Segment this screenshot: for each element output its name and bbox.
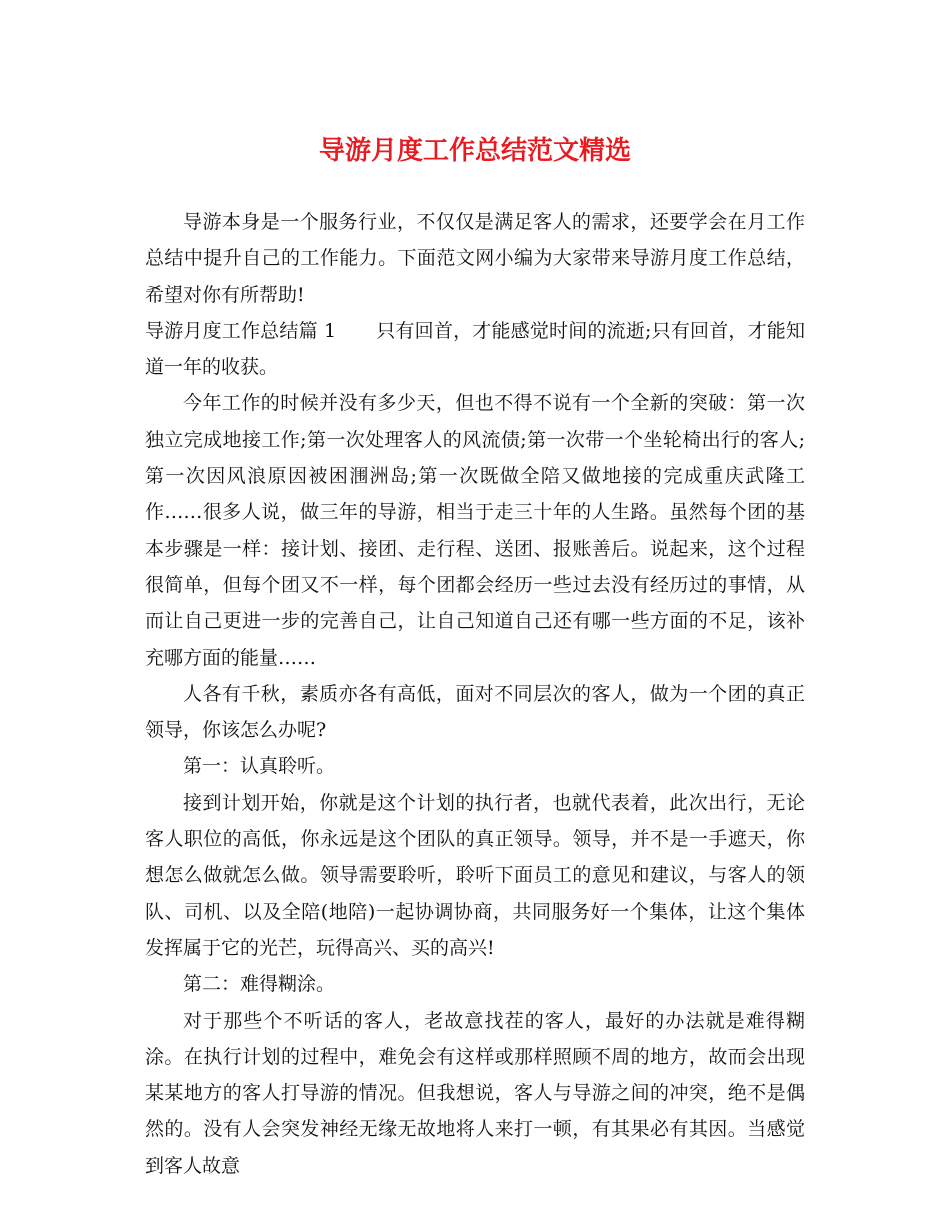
point-two-heading: 第二：难得糊涂。 xyxy=(183,973,336,996)
paragraph-tolerance: 对于那些个不听话的客人，老故意找茬的客人，最好的办法就是难得糊涂。在执行计划的过程中，难免会有这样或那样照顾不周的地方，故而会出现某某地方的客人打导游的情况。但我想说，客人与导游之间的冲突，绝不是偶然的。没有人会突发神经无缘无故地将人来打一顿，有其果必有其因。当感觉到客人故意 xyxy=(145,1009,805,1177)
point-one-heading: 第一：认真聆听。 xyxy=(183,755,336,778)
paragraph-listen: 接到计划开始，你就是这个计划的执行者，也就代表着，此次出行，无论客人职位的高低，你永远是这个团队的真正领导。领导，并不是一手遮天，你想怎么做就怎么做。领导需要聆听，聆听下面员工的意见和建议，与客人的领队、司机、以及全陪(地陪)一起协调协商，共同服务好一个集体，让这个集体发挥属于它的光芒，玩得高兴、买的高兴! xyxy=(145,791,805,959)
paragraph-question: 人各有千秋，素质亦各有高低，面对不同层次的客人，做为一个团的真正领导，你该怎么办呢? xyxy=(145,682,805,742)
paragraph-section-1 xyxy=(145,313,805,386)
paragraph-breakthrough: 今年工作的时候并没有多少天，但也不得不说有一个全新的突破：第一次独立完成地接工作;第一次处理客人的风流债;第一次带一个坐轮椅出行的客人;第一次因风浪原因被困涠洲岛;第一次既做全陪又做地接的完成重庆武隆工作……很多人说，做三年的导游，相当于走三十年的人生路。虽然每个团的基本步骤是一样：接计划、接团、走行程、送团、报账善后。说起来，这个过程很简单，但每个团又不一样，每个团都会经历一些过去没有经历过的事情，从而让自己更进一步的完善自己，让自己知道自己还有哪一些方面的不足，该补充哪方面的能量…… xyxy=(145,392,805,669)
section-heading: 导游月度工作总结篇 1 xyxy=(145,319,337,342)
paragraph-intro: 导游本身是一个服务行业，不仅仅是满足客人的需求，还要学会在月工作总结中提升自己的工作能力。下面范文网小编为大家带来导游月度工作总结，希望对你有所帮助! xyxy=(145,211,805,306)
section-lead-text: 只有回首，才能感觉时间的流逝;只有回首，才能知道一年的收获。 xyxy=(145,319,805,379)
document-body xyxy=(145,204,805,1184)
document-title: 导游月度工作总结范文精选 xyxy=(318,136,631,166)
